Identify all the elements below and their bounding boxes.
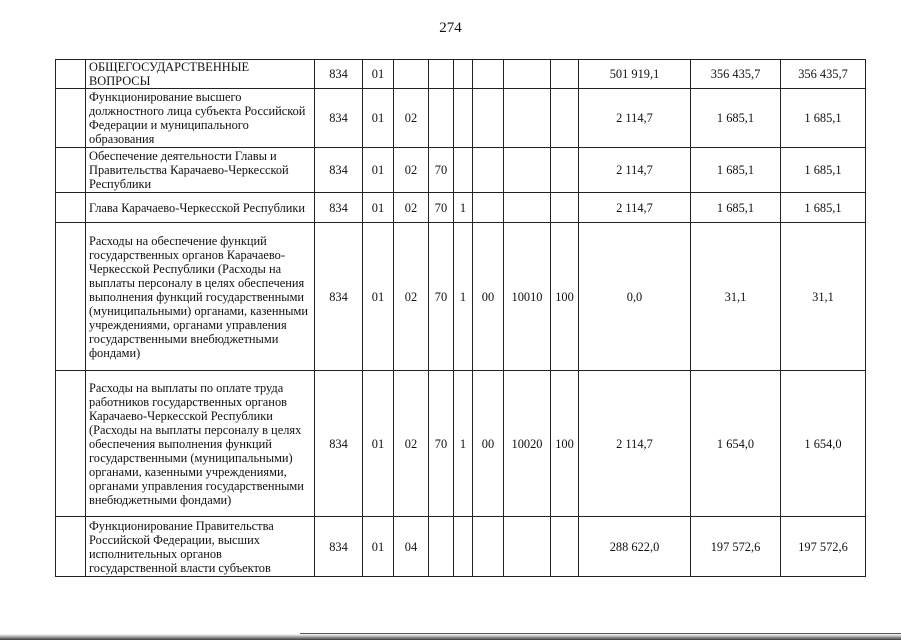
subprogram-code	[454, 60, 473, 89]
blank-cell	[56, 148, 86, 193]
table-row	[56, 60, 866, 89]
sum-year-3: 1 685,1	[781, 89, 866, 148]
ved-code: 834	[315, 89, 363, 148]
table-row	[56, 89, 866, 148]
program-code	[429, 60, 454, 89]
expense-type-code: 100	[551, 371, 579, 517]
subprogram-code	[454, 89, 473, 148]
sum-year-3: 197 572,6	[781, 517, 866, 577]
blank-cell	[56, 60, 86, 89]
program-code: 70	[429, 223, 454, 371]
ved-code: 834	[315, 223, 363, 371]
subprogram-code	[454, 517, 473, 577]
row-name: ОБЩЕГОСУДАРСТВЕННЫЕ ВОПРОСЫ	[86, 60, 315, 89]
podrazdel-code: 02	[394, 371, 429, 517]
table-row	[56, 517, 866, 577]
razdel-code: 01	[363, 371, 394, 517]
blank-cell	[56, 89, 86, 148]
podrazdel-code: 02	[394, 223, 429, 371]
sum-year-1: 2 114,7	[579, 148, 691, 193]
row-name: Глава Карачаево-Черкесской Республики	[86, 193, 315, 223]
program-code: 70	[429, 148, 454, 193]
sum-year-2: 356 435,7	[691, 60, 781, 89]
ved-code: 834	[315, 517, 363, 577]
sum-year-3: 1 685,1	[781, 193, 866, 223]
sum-year-1: 2 114,7	[579, 193, 691, 223]
sum-year-2: 197 572,6	[691, 517, 781, 577]
direction-code: 10020	[504, 371, 551, 517]
program-code: 70	[429, 193, 454, 223]
subprogram-code	[454, 148, 473, 193]
sum-year-1: 0,0	[579, 223, 691, 371]
program-code: 70	[429, 371, 454, 517]
sum-year-2: 1 654,0	[691, 371, 781, 517]
razdel-code: 01	[363, 89, 394, 148]
razdel-code: 01	[363, 517, 394, 577]
subprogram-code: 1	[454, 371, 473, 517]
event-code	[473, 517, 504, 577]
event-code	[473, 89, 504, 148]
row-name: Расходы на обеспечение функций государственных органов Карачаево-Черкесской Республики (Расходы на выплаты персоналу в целях обеспечения выполнения функций государственными (муниципальными) органами, казенными учреждениями, органами управления государственными внебюджетными фондами)	[86, 223, 315, 371]
sum-year-2: 31,1	[691, 223, 781, 371]
row-name: Функционирование высшего должностного лица субъекта Российской Федерации и муниципального образования	[86, 89, 315, 148]
razdel-code: 01	[363, 60, 394, 89]
subprogram-code: 1	[454, 193, 473, 223]
event-code	[473, 193, 504, 223]
ved-code: 834	[315, 193, 363, 223]
ved-code: 834	[315, 148, 363, 193]
event-code	[473, 60, 504, 89]
expense-type-code	[551, 60, 579, 89]
row-name: Расходы на выплаты по оплате труда работников государственных органов Карачаево-Черкесской Республики (Расходы на выплаты персоналу в целях обеспечения выполнения функций государственными (муниципальными) органами, казенными учреждениями, органами управления государственными внебюджетными фондами)	[86, 371, 315, 517]
expense-type-code	[551, 517, 579, 577]
sum-year-3: 31,1	[781, 223, 866, 371]
table-row	[56, 193, 866, 223]
ved-code: 834	[315, 60, 363, 89]
event-code: 00	[473, 371, 504, 517]
razdel-code: 01	[363, 193, 394, 223]
table-row	[56, 371, 866, 517]
direction-code	[504, 193, 551, 223]
direction-code	[504, 60, 551, 89]
sum-year-2: 1 685,1	[691, 193, 781, 223]
podrazdel-code: 04	[394, 517, 429, 577]
program-code	[429, 89, 454, 148]
razdel-code: 01	[363, 223, 394, 371]
expense-type-code	[551, 193, 579, 223]
subprogram-code: 1	[454, 223, 473, 371]
sum-year-3: 356 435,7	[781, 60, 866, 89]
podrazdel-code: 02	[394, 148, 429, 193]
sum-year-1: 288 622,0	[579, 517, 691, 577]
table-row	[56, 148, 866, 193]
blank-cell	[56, 517, 86, 577]
ved-code: 834	[315, 371, 363, 517]
expense-type-code	[551, 89, 579, 148]
program-code	[429, 517, 454, 577]
budget-table	[55, 59, 866, 577]
direction-code	[504, 517, 551, 577]
blank-cell	[56, 371, 86, 517]
event-code: 00	[473, 223, 504, 371]
blank-cell	[56, 223, 86, 371]
sum-year-2: 1 685,1	[691, 89, 781, 148]
expense-type-code	[551, 148, 579, 193]
razdel-code: 01	[363, 148, 394, 193]
table-row	[56, 223, 866, 371]
row-name: Функционирование Правительства Российской Федерации, высших исполнительных органов государственной власти субъектов	[86, 517, 315, 577]
podrazdel-code: 02	[394, 193, 429, 223]
sum-year-3: 1 654,0	[781, 371, 866, 517]
direction-code: 10010	[504, 223, 551, 371]
sum-year-1: 501 919,1	[579, 60, 691, 89]
direction-code	[504, 148, 551, 193]
sum-year-1: 2 114,7	[579, 371, 691, 517]
sum-year-3: 1 685,1	[781, 148, 866, 193]
podrazdel-code	[394, 60, 429, 89]
page-number: 274	[439, 20, 462, 36]
podrazdel-code: 02	[394, 89, 429, 148]
event-code	[473, 148, 504, 193]
expense-type-code: 100	[551, 223, 579, 371]
row-name: Обеспечение деятельности Главы и Правительства Карачаево-Черкесской Республики	[86, 148, 315, 193]
scan-bottom-edge	[0, 634, 901, 640]
sum-year-2: 1 685,1	[691, 148, 781, 193]
sum-year-1: 2 114,7	[579, 89, 691, 148]
direction-code	[504, 89, 551, 148]
blank-cell	[56, 193, 86, 223]
